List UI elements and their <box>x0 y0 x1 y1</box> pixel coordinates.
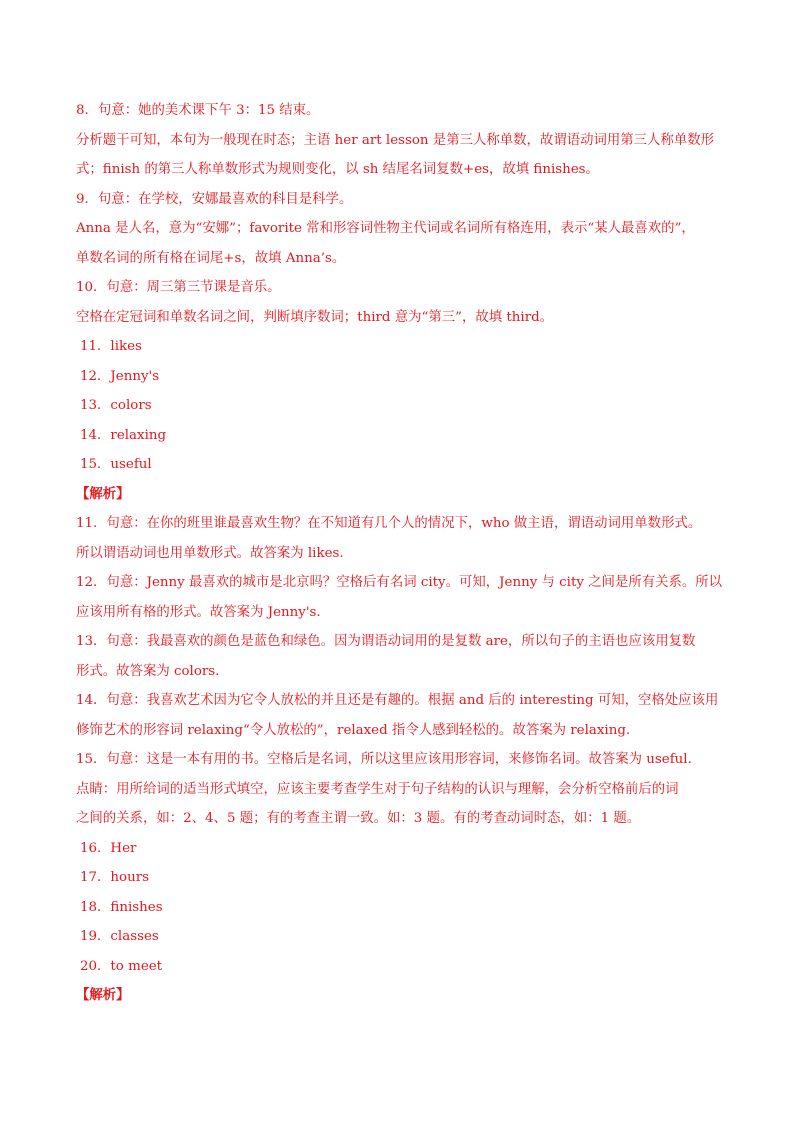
answer-line: 14．relaxing <box>80 427 167 443</box>
text-line: 14．句意：我喜欢艺术因为它令人放松的并且还是有趣的。根据 and 后的 interesting 可知，空格处应该用 <box>76 693 719 708</box>
text-line: 单数名词的所有格在词尾+s，故填 Anna’s。 <box>76 250 346 266</box>
text-line: 10．句意：周三第三节课是音乐。 <box>76 280 281 295</box>
text-line: 空格在定冠词和单数名词之间，判断填序数词；third 意为“第三”，故填 third。 <box>76 309 554 325</box>
text-line: 式；finish 的第三人称单数形式为规则变化，以 sh 结尾名词复数+es，故填 finishes。 <box>76 162 599 177</box>
answer-line: 13．colors <box>80 398 152 413</box>
text-line: Anna 是人名，意为“安娜”；favorite 常和形容词性物主代词或名词所有格连用，表示“某人最喜欢的”， <box>76 221 695 236</box>
answer-line: 20．to meet <box>80 958 163 974</box>
text-line: 点睛：用所给词的适当形式填空，应该主要考查学生对于句子结构的认识与理解，会分析空格前后的词 <box>76 781 679 797</box>
answer-line: 15．useful <box>80 457 152 472</box>
text-line: 形式。故答案为 colors. <box>76 663 220 679</box>
text-line: 所以谓语动词也用单数形式。故答案为 likes. <box>76 545 344 561</box>
text-line: 8．句意：她的美术课下午 3：15 结束。 <box>76 103 320 118</box>
analysis-label: 【解析】 <box>76 485 130 502</box>
text-line: 12．句意：Jenny 最喜欢的城市是北京吗？空格后有名词 city。可知，Jenny 与 city 之间是所有关系。所以 <box>76 575 723 590</box>
text-line: 9．句意：在学校，安娜最喜欢的科目是科学。 <box>76 191 353 207</box>
document-page <box>76 96 736 1011</box>
answer-line: 12．Jenny's <box>80 368 160 384</box>
text-line: 分析题干可知，本句为一般现在时态；主语 her art lesson 是第三人称单数，故谓语动词用第三人称单数形 <box>76 132 715 148</box>
analysis-label: 【解析】 <box>76 987 130 1003</box>
answer-line: 11．likes <box>80 339 142 354</box>
text-line: 应该用所有格的形式。故答案为 Jenny's. <box>76 604 321 620</box>
text-line: 11．句意：在你的班里谁最喜欢生物？在不知道有几个人的情况下，who 做主语，谓语动词用单数形式。 <box>76 516 702 531</box>
answer-line: 16．Her <box>80 840 137 856</box>
answer-line: 19．classes <box>80 929 159 944</box>
text-line: 修饰艺术的形容词 relaxing“令人放松的”，relaxed 指令人感到轻松的。故答案为 relaxing. <box>76 722 631 738</box>
answer-line: 18．finishes <box>80 899 163 915</box>
text-line: 15．句意：这是一本有用的书。空格后是名词，所以这里应该用形容词，来修饰名词。故答案为 useful. <box>76 752 692 767</box>
text-line: 之间的关系，如：2、4、5 题；有的考查主谓一致。如：3 题。有的考查动词时态，如：1 题。 <box>76 811 641 826</box>
answer-line: 17．hours <box>80 870 150 885</box>
text-line: 13．句意：我最喜欢的颜色是蓝色和绿色。因为谓语动词用的是复数 are，所以句子的主语也应该用复数 <box>76 634 696 649</box>
